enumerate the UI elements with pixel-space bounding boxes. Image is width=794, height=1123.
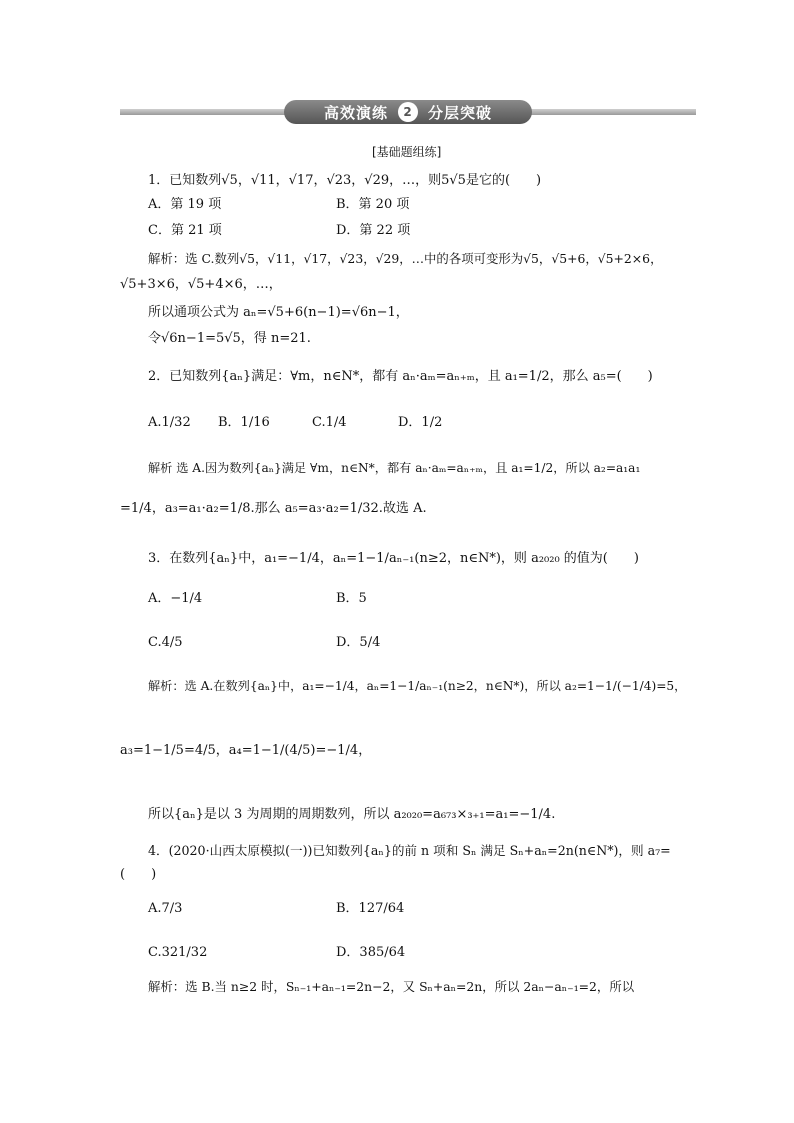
q3-solution-line1: 解析：选 A.在数列{aₙ}中，a₁=−1/4，aₙ=1−1/aₙ₋₁(n≥2，n∈N*)，所以 a₂=1−1/(−1/4)=5， xyxy=(148,679,687,693)
q1-option-c: C．第 21 项 xyxy=(148,223,222,238)
q2-solution-line2: =1/4，a₃=a₁·a₂=1/8.那么 a₅=a₃·a₂=1/32.故选 A. xyxy=(120,501,427,516)
q3-option-c: C.4/5 xyxy=(148,635,183,650)
q1-solution-line2: √5+3×6，√5+4×6，…， xyxy=(120,277,282,292)
q1-option-d: D．第 22 项 xyxy=(336,223,411,238)
q1-solution-line4: 令√6n−1=5√5，得 n=21. xyxy=(148,331,311,346)
q4-stem: 4．(2020·山西太原模拟(一))已知数列{aₙ}的前 n 项和 Sₙ 满足 Sₙ+aₙ=2n(n∈N*)，则 a₇= xyxy=(148,843,671,858)
q4-option-d: D．385/64 xyxy=(336,945,406,960)
section-banner xyxy=(120,100,696,124)
q1-solution-line3: 所以通项公式为 aₙ=√5+6(n−1)=√6n−1， xyxy=(148,305,409,320)
q3-solution-line3: 所以{aₙ}是以 3 为周期的周期数列，所以 a₂₀₂₀=a₆₇₃×₃₊₁=a₁=−1/4. xyxy=(148,807,556,822)
q2-option-c: C.1/4 xyxy=(312,415,347,430)
q2-stem: 2．已知数列{aₙ}满足：∀m，n∈N*，都有 aₙ·aₘ=aₙ₊ₘ，且 a₁=1/2，那么 a₅=( ) xyxy=(148,369,653,384)
q3-stem: 3．在数列{aₙ}中，a₁=−1/4，aₙ=1−1/aₙ₋₁(n≥2，n∈N*)，则 a₂₀₂₀ 的值为( ) xyxy=(148,551,639,566)
q2-option-d: D．1/2 xyxy=(398,415,443,430)
q4-stem-continued: ( ) xyxy=(120,867,157,882)
q3-option-a: A．−1/4 xyxy=(148,591,203,606)
q2-option-b: B．1/16 xyxy=(218,415,270,430)
banner-right-text: 分层突破 xyxy=(428,103,493,122)
q3-option-b: B．5 xyxy=(336,591,367,606)
q1-option-a: A．第 19 项 xyxy=(148,197,222,212)
banner-pill xyxy=(284,100,532,124)
q4-option-b: B．127/64 xyxy=(336,901,405,916)
q1-solution-line1: 解析：选 C.数列√5，√11，√17，√23，√29，…中的各项可变形为√5，√5+6，√5+2×6， xyxy=(148,251,663,266)
q4-option-c: C.321/32 xyxy=(148,945,208,960)
q3-option-d: D．5/4 xyxy=(336,635,381,650)
q3-solution-line2: a₃=1−1/5=4/5，a₄=1−1/(4/5)=−1/4， xyxy=(120,743,372,758)
q1-stem: 1．已知数列√5，√11，√17，√23，√29，…，则5√5是它的( ) xyxy=(148,173,542,188)
banner-number-badge: 2 xyxy=(398,102,418,122)
q2-solution-line1: 解析 选 A.因为数列{aₙ}满足 ∀m，n∈N*，都有 aₙ·aₘ=aₙ₊ₘ，且 a₁=1/2，所以 a₂=a₁a₁ xyxy=(148,461,641,475)
q4-solution-line1: 解析：选 B.当 n≥2 时，Sₙ₋₁+aₙ₋₁=2n−2，又 Sₙ+aₙ=2n，所以 2aₙ−aₙ₋₁=2，所以 xyxy=(148,979,635,994)
banner-left-text: 高效演练 xyxy=(323,103,388,122)
section-title: [基础题组练] xyxy=(372,145,442,159)
q4-option-a: A.7/3 xyxy=(148,901,183,916)
q1-option-b: B．第 20 项 xyxy=(336,197,410,212)
q2-option-a: A.1/32 xyxy=(148,415,191,430)
